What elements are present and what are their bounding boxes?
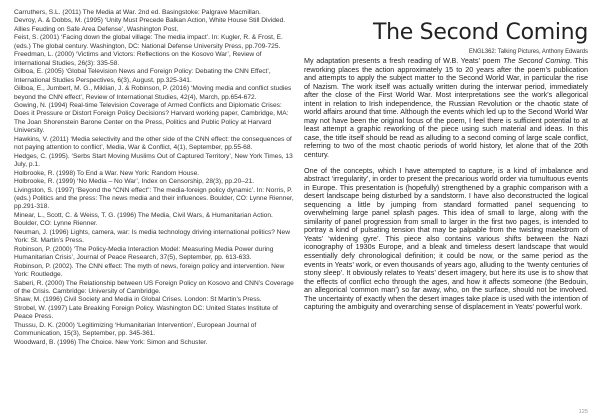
reference-entry: Holbrooke, R. (1999) ‘No Media – No War’, Index on Censorship, 28(3), pp.20–21. (14, 178, 255, 186)
reference-entry: Devroy, A. & Dobbs, M. (1995) ‘Unity Must Precede Balkan Action, White House Still Divided. Allies Feuding on Safe Area Defense’, Washington Post. (14, 17, 286, 33)
reference-entry: Hedges, C. (1995). ‘Serbs Start Moving Muslims Out of Captured Territory’, New York Times, 13 July, p.1. (14, 152, 293, 169)
reference-entry: Minear, L., Scott, C. & Weiss, T. G. (1996) The Media, Civil Wars, & Humanitarian Action. Boulder, CO: Lynne Rienner. (14, 211, 273, 228)
reference-entry: Saberi, R. (2000) The Relationship between US Foreign Policy on Kosovo and CNN’s Coverage of the Crisis. Cambridge: University of Cambridge. (14, 279, 294, 295)
reference-entry: Woodward, B. (1996) The Choice. New York: Simon and Schuster. (14, 338, 208, 346)
reference-entry: Holbrooke, R. (1998) To End a War. New York: Random House. (14, 169, 200, 177)
reference-entry: Freedman, L. (2000) ‘Victims and Victors: Reflections on the Kosovo War’, Review of International Studies, 26(3): 335-58. (14, 51, 262, 67)
reference-entry: Gowing, N. (1994) Real-time Television Coverage of Armed Conflicts and Diplomatic Crises: Does it Pressure or Distort Foreign Policy Decisions? Harvard working paper, Cambridge, MA: The Joan Shorenstein Barone Center on the Press, Politics and Public Policy at Harvard University. (14, 101, 289, 135)
reference-entry: Gilboa, E. (2005) ‘Global Television News and Foreign Policy: Debating the CNN Effect’, International Studies Perspectives, 6(3), August, pp.325-341. (14, 68, 271, 84)
reference-entry: Livingston, S. (1997) ‘Beyond the “CNN effect”: The media-foreign policy dynamic’. In: Norris, P. (eds.) Politics and the press: The news media and their influences. Boulder, CO: Lynne Rienner, pp.291-318. (14, 186, 294, 211)
reference-entry: Robinson, P. (2000) ‘The Policy-Media Interaction Model: Measuring Media Power during Humanitarian Crisis’, Journal of Peace Research, 37(5), September, pp. 613-633. (14, 245, 274, 262)
essay-column (304, 9, 588, 312)
reference-entry: Gilboa, E., Jumbert, M. G., Miklian, J. & Robinson, P. (2016) ‘Moving media and conflict studies beyond the CNN effect’, Review of International Studies, 42(4), March, pp.654-672. (14, 85, 292, 101)
reference-entry: Hawkins, V. (2011) ‘Media selectivity and the other side of the CNN effect: the consequences of not paying attention to conflict’, Media, War & Conflict, 4(1), September, pp.55-68. (14, 135, 292, 152)
page-title: The Second Coming (372, 20, 588, 45)
essay-paragraph-2: One of the concepts, which I have attempted to capture, is a kind of imbalance and abstract ‘irregularity’, in order to present the precarious world order via tumultuous events in Europe. This presentation is (hopefully) strengthened by a graphic comparison with a desert landscape being disturbed by a sandstorm. I have also deconstructed the logical sequencing a little by jumping from standard formatted panel sequencing to overwhelming large panel splash pages. This idea of small to large, along with the similarity of panel progression from small to larger in the first two pages, is intended to portray a kind of pulsating tension that may be palpable from the twisting maelstrom of Yeats’ ‘widening gyre’. This piece also contains various shifts between the Nazi iconography of 1930s Europe, and a bleak and timeless desert landscape that would essentially defy chronological definition; it could be now, or the same period as the events in Yeats’ work, or even thousands of years ago, alluding to the ‘twenty centuries of stony sleep’. It obviously relates to Yeats’ desert imagery, but here its use is to show that the effects of conflict echo through the ages, and how it affects someone (the Bedouin, an allegorical ‘common man’) so far away, who, on the surface, should not be involved. The uncertainty of exactly when the desert images take place is used with the intention of capturing the ambiguity and overarching sense of displacement in Yeats’ powerful work. (304, 165, 588, 312)
reference-entry: Robinson, P. (2002). The CNN effect: The myth of news, foreign policy and intervention. New York: Routledge. (14, 262, 285, 279)
reference-entry: Thussu, D. K. (2000) ‘Legitimizing ‘Humanitarian Intervention’, European Journal of Communication, 15(3), September, pp. 345-361. (14, 321, 257, 338)
reference-entry: Carruthers, S.L. (2011) The Media at War. 2nd ed. Basingstoke: Palgrave Macmillan. (14, 9, 261, 16)
reference-entry: Feist, S. (2001) ‘Facing down the global village: The media impact’. In: Kugler, R. & Frost, E. (eds.) The global century. Washington, DC: National Defense University Press, pp.709-725. (14, 34, 283, 50)
reference-entry: Neuman, J. (1996) Lights, camera, war: Is media technology driving international politics? New York: St. Martin’s Press. (14, 228, 290, 245)
poem-title-italic: The Second Coming (503, 56, 570, 65)
page-number: 125 (578, 409, 588, 415)
course-subtitle: ENGL362: Talking Pictures, Anthony Edwards (468, 48, 588, 55)
paragraph-text: My adaptation presents a fresh reading of W.B. Yeats’ poem (304, 56, 504, 65)
paragraph-text: . This reworking places the action approximately 15 to 20 years after the poem’s publication and attempts to apply the subject matter to the Second World War, in particular the rise of Nazism. The work itself was actually written during the interwar period, immediately after the close of the First World War. Most interpretations see the work’s allegorical intent in relation to Irish independence, the Russian Revolution or the chaotic state of world affairs around that time. Although the events which led up to the Second World War may not have been the original focus of the poem, I feel there is sufficient potential to at least attempt a graphic reworking of the piece using such material and ideas. In this case, the title itself should be read as alluding to a second coming of large scale conflict, referring to two of the most chaotic periods of world history, let alone that of the 20th century. (304, 56, 588, 160)
reference-entry: Strobel, W. (1997) Late Breaking Foreign Policy. Washington DC: United States Institute of Peace Press. (14, 304, 278, 321)
references-list (14, 9, 294, 347)
essay-paragraph-1 (304, 57, 588, 160)
reference-entry: Shaw, M. (1996) Civil Society and Media in Global Crises. London: St Martin’s Press. (14, 296, 262, 304)
